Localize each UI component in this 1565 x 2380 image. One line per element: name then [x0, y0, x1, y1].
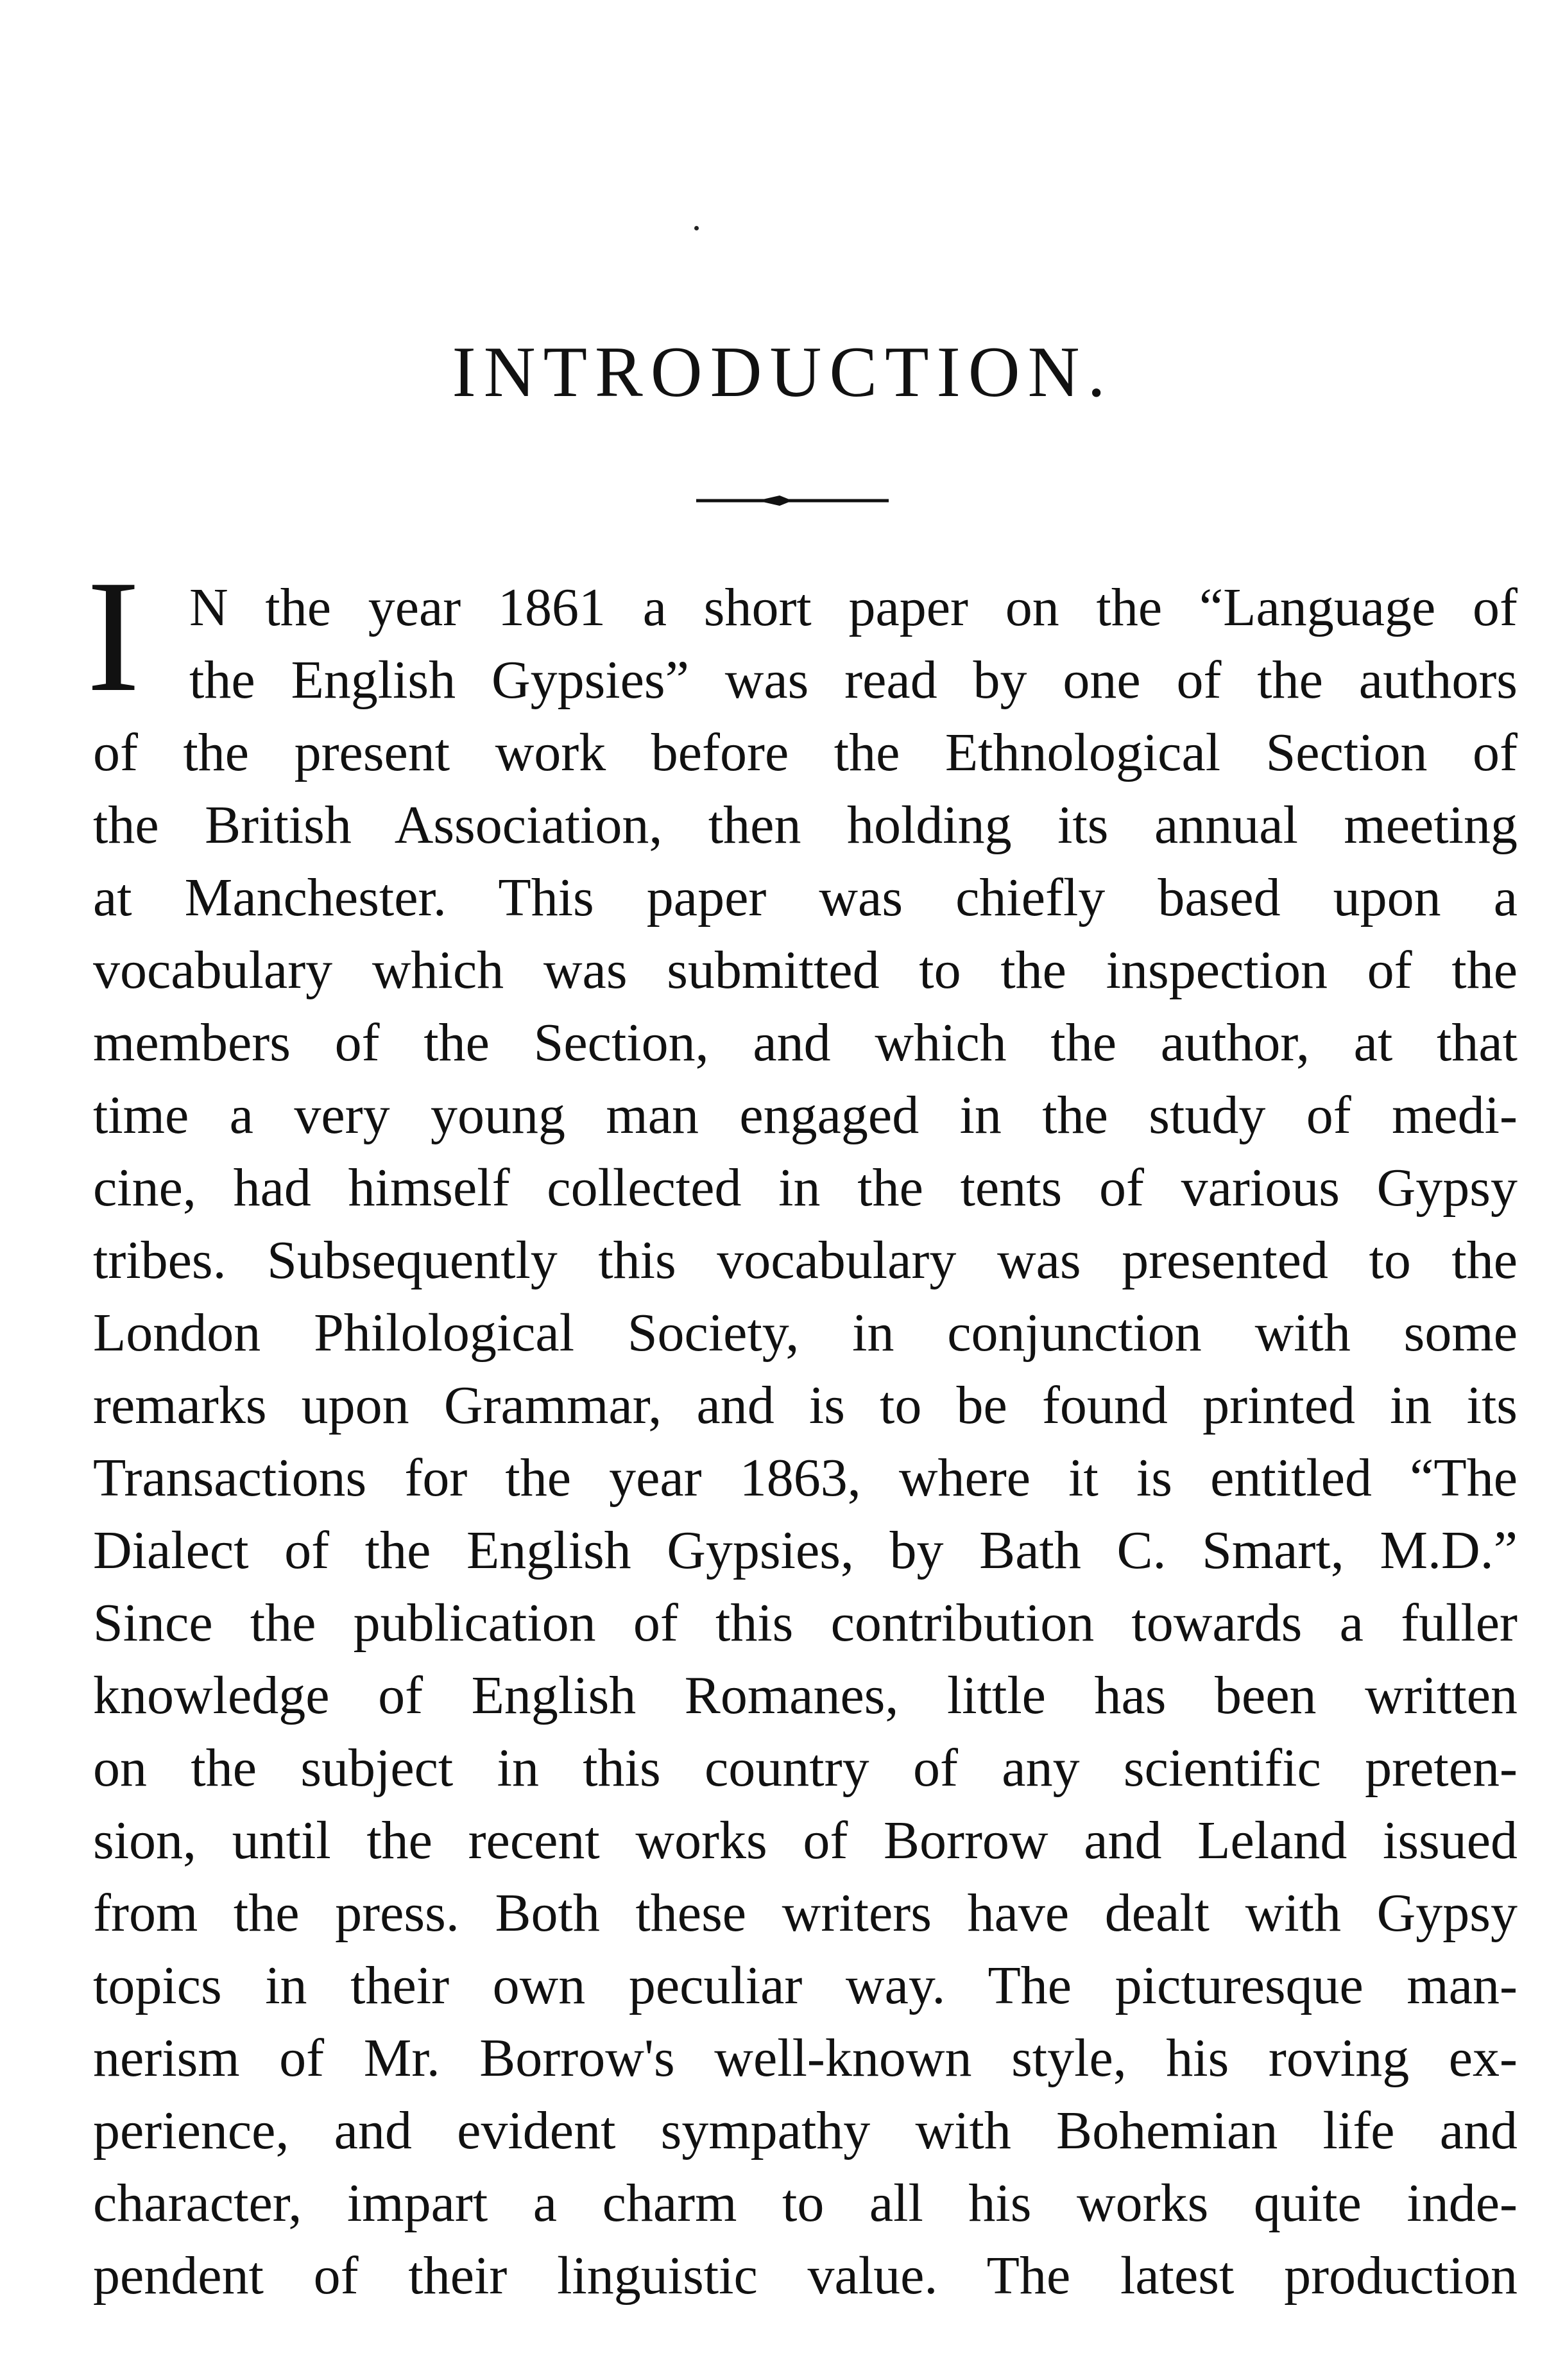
text-line: nerism of Mr. Borrow's well-known style, his roving ex- [93, 2028, 1518, 2088]
text-line: at Manchester. This paper was chiefly based upon a [93, 868, 1518, 927]
text-line: of the present work before the Ethnological Section of [93, 723, 1518, 782]
text-line: Dialect of the English Gypsies, by Bath C. Smart, M.D.” [93, 1521, 1518, 1580]
page-speck [694, 226, 699, 230]
drop-cap: I [87, 548, 141, 725]
text-line: perience, and evident sympathy with Bohemian life and [93, 2101, 1518, 2160]
text-line: character, impart a charm to all his works quite inde- [93, 2173, 1518, 2233]
text-line: Since the publication of this contribution towards a fuller [93, 1593, 1518, 1653]
body-paragraph [93, 571, 1518, 2312]
text-line: members of the Section, and which the author, at that [93, 1013, 1518, 1073]
text-line: vocabulary which was submitted to the inspection of the [93, 940, 1518, 1000]
text-line: Transactions for the year 1863, where it is entitled “The [93, 1448, 1518, 1508]
chapter-heading: INTRODUCTION. [452, 332, 1113, 412]
text-line: London Philological Society, in conjunction with some [93, 1303, 1518, 1363]
text-line: N the year 1861 a short paper on the “Language of [189, 578, 1518, 637]
text-line: the British Association, then holding its annual meeting [93, 795, 1518, 855]
text-line: on the subject in this country of any scientific preten- [93, 1738, 1518, 1798]
text-line: cine, had himself collected in the tents of various Gypsy [93, 1158, 1518, 1218]
text-line: remarks upon Grammar, and is to be found printed in its [93, 1375, 1518, 1435]
text-line: tribes. Subsequently this vocabulary was presented to the [93, 1230, 1518, 1290]
text-line: pendent of their linguistic value. The latest production [93, 2246, 1518, 2306]
text-line: sion, until the recent works of Borrow and Leland issued [93, 1811, 1518, 1870]
ornament-divider-icon [696, 488, 889, 513]
text-line: time a very young man engaged in the study of medi- [93, 1085, 1518, 1145]
text-line: the English Gypsies” was read by one of the authors [189, 650, 1518, 710]
text-line: topics in their own peculiar way. The picturesque man- [93, 1956, 1518, 2015]
text-line: from the press. Both these writers have dealt with Gypsy [93, 1883, 1518, 1943]
text-line: knowledge of English Romanes, little has been written [93, 1666, 1518, 1725]
